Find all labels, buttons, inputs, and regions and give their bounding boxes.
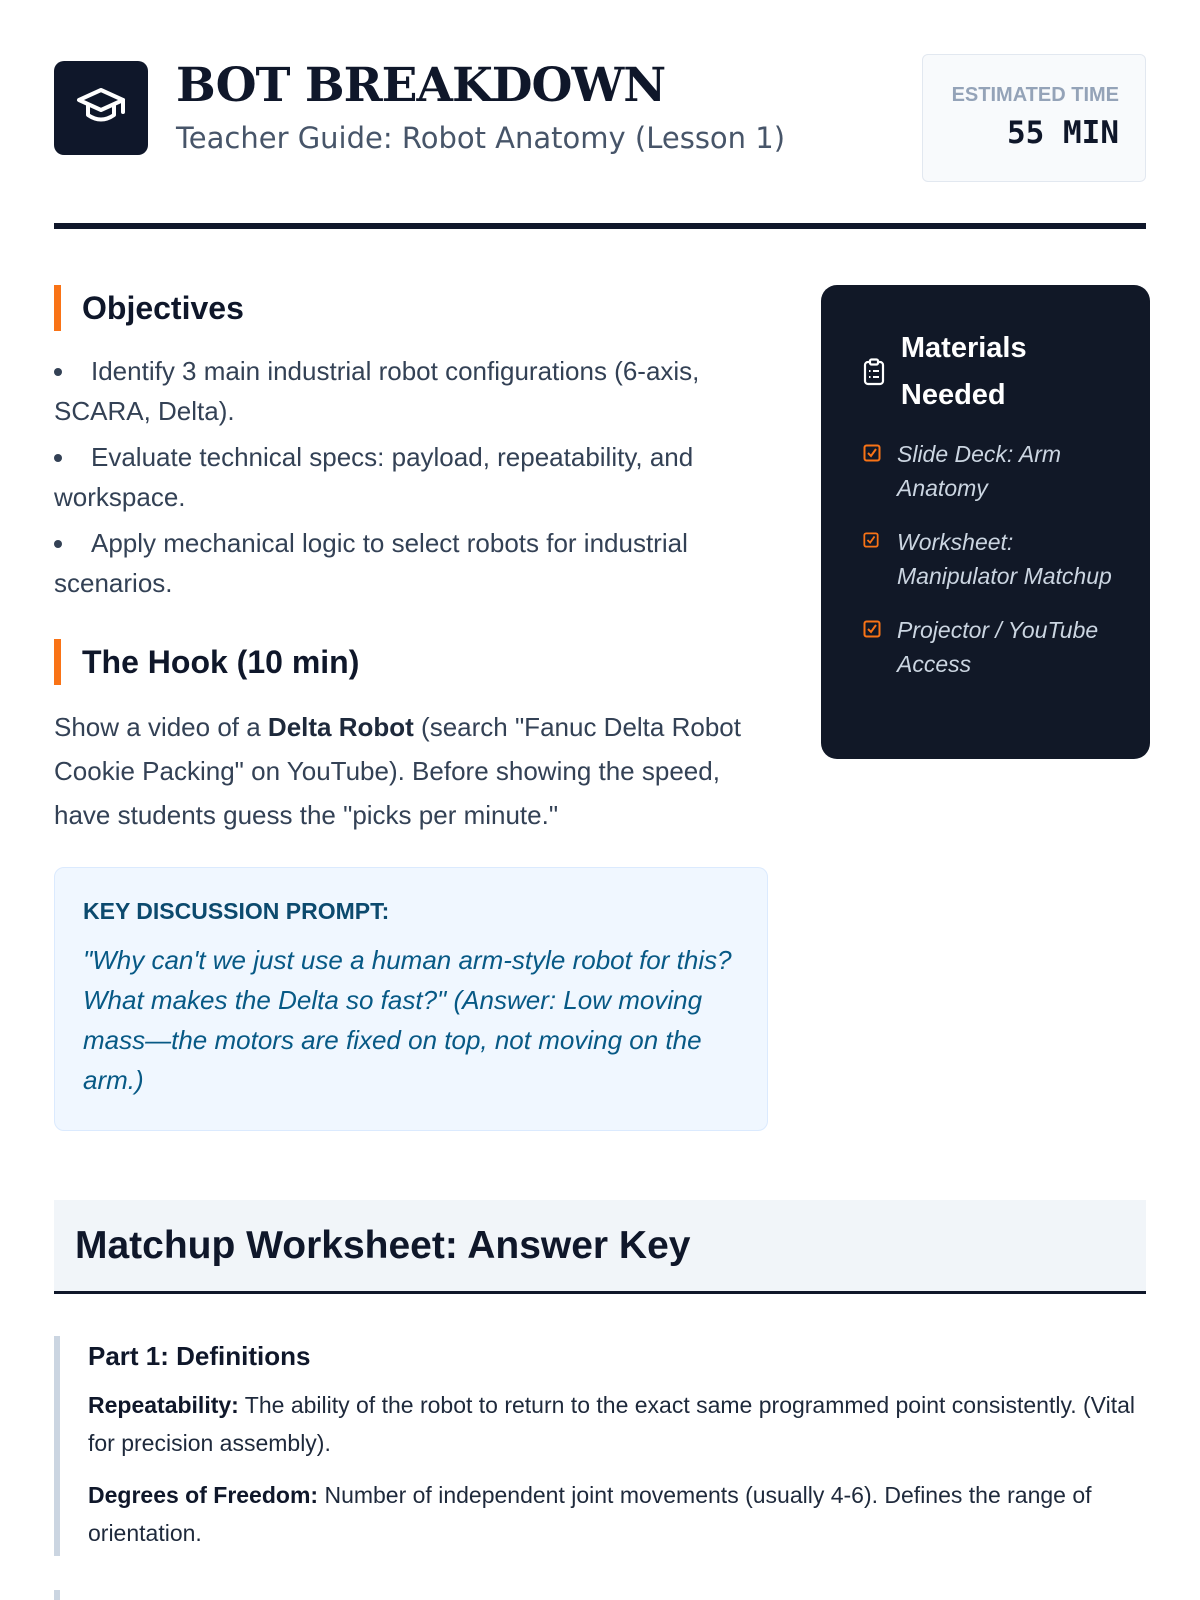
- bullet-icon: [54, 454, 62, 462]
- materials-item: Projector / YouTube Access: [863, 613, 1120, 681]
- objectives-heading: Objectives: [54, 285, 768, 331]
- objective-item: Evaluate technical specs: payload, repeatability, and workspace.: [54, 442, 694, 512]
- answer-key-header: [54, 1200, 1146, 1294]
- definition-item: [88, 1476, 1146, 1552]
- objectives-list: [54, 351, 768, 603]
- checkbox-icon: [863, 525, 883, 553]
- logo: [54, 61, 148, 155]
- definition-term: Degrees of Freedom:: [88, 1482, 319, 1508]
- objective-item: Apply mechanical logic to select robots for industrial scenarios.: [54, 528, 688, 598]
- materials-item: Slide Deck: Arm Anatomy: [863, 437, 1120, 505]
- materials-list: [863, 437, 1120, 681]
- prompt-label: KEY DISCUSSION PROMPT:: [83, 898, 390, 924]
- definition-text: The ability of the robot to return to the exact same programmed point consistently. (Vital for precision assembly).: [88, 1392, 1136, 1456]
- estimated-time-value: 55 MIN: [1007, 115, 1119, 151]
- materials-item: Worksheet: Manipulator Matchup: [863, 525, 1120, 593]
- answer-key-title: Matchup Worksheet: Answer Key: [75, 1223, 691, 1267]
- hook-paragraph: Show a video of a Delta Robot (search "Fanuc Delta Robot Cookie Packing" on YouTube). Before showing the speed, have students guess the "picks per minute.": [54, 712, 741, 830]
- definition-item: [88, 1386, 1146, 1462]
- checkbox-icon: [863, 437, 883, 467]
- header-divider: [54, 223, 1146, 229]
- brand-title: BOT BREAKDOWN: [176, 58, 666, 113]
- definition-text: Number of independent joint movements (usually 4-6). Defines the range of orientation.: [88, 1482, 1092, 1546]
- definitions-section: [54, 1336, 1146, 1556]
- bullet-icon: [54, 540, 62, 548]
- discussion-prompt-callout: [54, 867, 768, 1131]
- lesson-main-column: [54, 285, 768, 1131]
- hook-heading: The Hook (10 min): [54, 639, 768, 685]
- next-section-bar: [54, 1590, 60, 1600]
- page-header: [54, 54, 1146, 194]
- delta-robot-emphasis: Delta Robot: [267, 712, 414, 742]
- estimated-time-box: [922, 54, 1146, 182]
- definition-term: Repeatability:: [88, 1392, 239, 1418]
- definitions-heading: Part 1: Definitions: [88, 1341, 311, 1371]
- guide-subtitle: Teacher Guide: Robot Anatomy (Lesson 1): [176, 121, 786, 155]
- checkbox-icon: [863, 613, 883, 643]
- clipboard-icon: [863, 358, 887, 386]
- graduation-cap-icon: [76, 84, 126, 133]
- materials-panel: [821, 285, 1150, 759]
- objective-item: Identify 3 main industrial robot configurations (6-axis, SCARA, Delta).: [54, 356, 700, 426]
- materials-title: Materials Needed: [900, 332, 1027, 411]
- bullet-icon: [54, 368, 62, 376]
- estimated-time-label: ESTIMATED TIME: [951, 84, 1119, 106]
- prompt-quote: "Why can't we just use a human arm-style robot for this? What makes the Delta so fast?" (Answer: Low moving mass—the motors are fixed on top, not moving on the arm.): [83, 945, 732, 1095]
